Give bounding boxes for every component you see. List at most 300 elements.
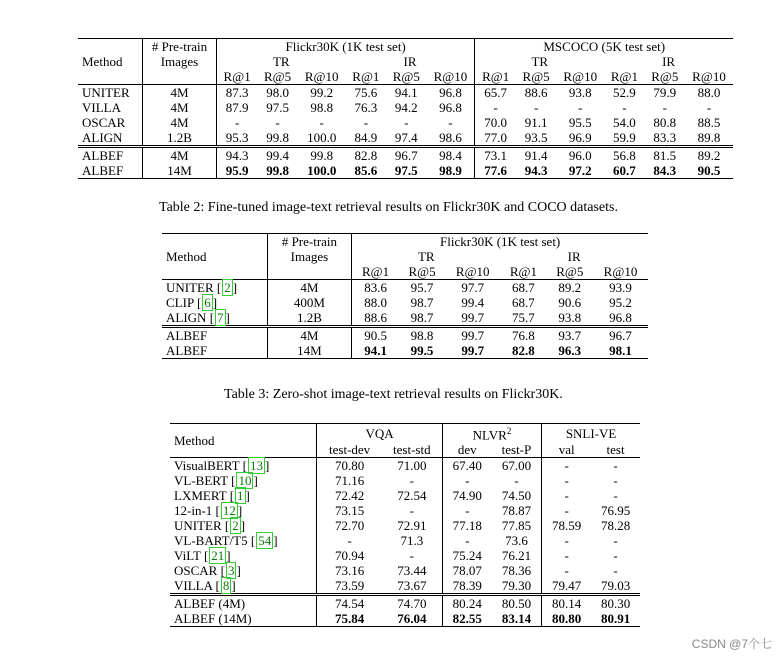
value-cell: 70.0 bbox=[484, 115, 508, 130]
value-cell: - bbox=[426, 115, 474, 130]
table-row bbox=[170, 578, 640, 595]
method-name: VILLA [ 8 ] bbox=[170, 578, 317, 595]
value-cell: 68.7 bbox=[512, 295, 535, 310]
value-cell: 91.4 bbox=[516, 147, 556, 164]
table-2 bbox=[78, 38, 733, 179]
citation-link[interactable]: 6 bbox=[204, 295, 211, 310]
value-cell: 99.4 bbox=[257, 147, 297, 164]
citation-link[interactable]: 2 bbox=[224, 280, 231, 295]
value-cell: - bbox=[234, 115, 240, 130]
header-coco-ir: IR bbox=[662, 54, 676, 69]
value-cell: - bbox=[564, 548, 569, 564]
value-cell: 78.36 bbox=[492, 563, 542, 578]
value-cell: 75.7 bbox=[512, 310, 535, 325]
method-label: LXMERT bbox=[174, 488, 227, 504]
value-cell: 94.2 bbox=[394, 100, 418, 115]
subheader: val bbox=[558, 442, 575, 458]
value-cell: 90.5 bbox=[685, 163, 733, 179]
value-cell: 71.00 bbox=[382, 458, 442, 474]
method-label: OSCAR bbox=[174, 563, 218, 579]
table-row bbox=[170, 611, 640, 627]
pretrain-images: 4M bbox=[143, 85, 217, 101]
value-cell: - bbox=[613, 473, 618, 489]
value-cell: - bbox=[613, 488, 618, 504]
header-flickr-ir: IR bbox=[346, 54, 475, 69]
method-label: OSCAR bbox=[82, 115, 126, 130]
value-cell: 99.8 bbox=[266, 130, 289, 145]
metric: R@10 bbox=[426, 69, 474, 85]
method-name: UNITER [ 2 ] bbox=[162, 280, 267, 296]
metric: R@1 bbox=[610, 69, 638, 84]
table-row bbox=[78, 163, 733, 179]
method-label: VL-BERT bbox=[174, 473, 228, 489]
value-cell: 95.3 bbox=[225, 130, 249, 145]
pretrain-images: 4M bbox=[267, 327, 352, 344]
value-cell: 89.8 bbox=[697, 130, 721, 145]
pretrain-images: 1.2B bbox=[143, 130, 217, 147]
header-flickr: Flickr30K (1K test set) bbox=[352, 234, 648, 250]
method-name bbox=[170, 611, 317, 627]
value-cell: 87.3 bbox=[216, 85, 257, 101]
value-cell: 78.87 bbox=[492, 503, 542, 518]
citation-link[interactable]: 7 bbox=[217, 310, 224, 325]
method-label: UNITER bbox=[166, 280, 214, 295]
value-cell: 72.70 bbox=[334, 518, 365, 534]
method-name: LXMERT [ 1 ] bbox=[170, 488, 317, 503]
table-row bbox=[170, 473, 640, 488]
method-name: VL-BART/T5 [ 54 ] bbox=[170, 533, 317, 548]
method-name bbox=[78, 147, 143, 164]
value-cell: 73.59 bbox=[334, 578, 365, 594]
value-cell: 93.8 bbox=[556, 85, 604, 101]
value-cell: 72.54 bbox=[382, 488, 442, 503]
value-cell: - bbox=[706, 100, 712, 115]
metric: R@10 bbox=[603, 264, 638, 279]
value-cell: 60.7 bbox=[604, 163, 644, 179]
value-cell: 52.9 bbox=[604, 85, 644, 101]
value-cell: 89.2 bbox=[547, 280, 593, 296]
value-cell: - bbox=[613, 563, 618, 579]
value-cell: 98.6 bbox=[426, 130, 474, 147]
method-label: ALBEF bbox=[82, 148, 124, 163]
value-cell: 81.5 bbox=[645, 147, 685, 164]
value-cell: - bbox=[578, 100, 583, 115]
pretrain-images: 4M bbox=[143, 147, 217, 164]
table-row bbox=[162, 327, 648, 344]
method-label: UNITER bbox=[174, 518, 222, 534]
method-name: OSCAR [ 3 ] bbox=[170, 563, 317, 578]
value-cell: - bbox=[492, 473, 542, 488]
value-cell: 97.5 bbox=[266, 100, 289, 115]
value-cell: 99.8 bbox=[257, 163, 297, 179]
value-cell: 80.30 bbox=[591, 595, 640, 612]
table-row bbox=[170, 548, 640, 563]
value-cell: 76.04 bbox=[382, 611, 442, 627]
value-cell: 96.8 bbox=[609, 310, 632, 325]
header-method: Method bbox=[170, 424, 317, 458]
table-row bbox=[78, 115, 733, 130]
value-cell: 99.7 bbox=[445, 343, 500, 359]
value-cell: - bbox=[564, 473, 569, 489]
value-cell: 80.14 bbox=[542, 595, 591, 612]
header-method: Method bbox=[78, 39, 143, 85]
value-cell: - bbox=[382, 548, 442, 563]
table-3 bbox=[162, 233, 648, 359]
method-name bbox=[78, 100, 143, 115]
metric: R@5 bbox=[392, 69, 420, 84]
pretrain-images: 4M bbox=[267, 280, 352, 296]
value-cell: 54.0 bbox=[613, 115, 636, 130]
value-cell: 68.7 bbox=[500, 280, 546, 296]
method-name: ALIGN [ 7 ] bbox=[162, 310, 267, 327]
value-cell: 71.16 bbox=[334, 473, 365, 489]
value-cell: 98.0 bbox=[257, 85, 297, 101]
value-cell: - bbox=[622, 100, 627, 115]
value-cell: 96.0 bbox=[556, 147, 604, 164]
table-row bbox=[162, 343, 648, 359]
method-name bbox=[78, 115, 143, 130]
value-cell: 73.6 bbox=[492, 533, 542, 548]
value-cell: 88.0 bbox=[685, 85, 733, 101]
header-snli: SNLI-VE bbox=[542, 424, 640, 443]
citation-link[interactable]: 21 bbox=[211, 548, 225, 564]
metric: R@10 bbox=[455, 264, 490, 279]
value-cell: 99.7 bbox=[461, 310, 485, 325]
pretrain-images: 4M bbox=[143, 115, 217, 130]
citation-link[interactable]: 2 bbox=[232, 518, 239, 534]
header-nlvr: NLVR$^2$ bbox=[442, 424, 541, 443]
method-label: UNITER bbox=[82, 85, 130, 100]
value-cell: 75.6 bbox=[346, 85, 386, 101]
method-name bbox=[78, 163, 143, 179]
value-cell: 97.2 bbox=[556, 163, 604, 179]
metric: R@5 bbox=[556, 264, 584, 279]
value-cell: 88.0 bbox=[364, 295, 387, 310]
value-cell: 97.4 bbox=[394, 130, 418, 145]
value-cell: 82.8 bbox=[346, 147, 386, 164]
value-cell: 83.14 bbox=[492, 611, 542, 627]
value-cell: 78.28 bbox=[600, 518, 631, 534]
metric: R@1 bbox=[482, 69, 510, 84]
citation-link[interactable]: 12 bbox=[222, 503, 236, 519]
value-cell: 65.7 bbox=[475, 85, 516, 101]
value-cell: 75.24 bbox=[452, 548, 482, 564]
value-cell: 82.55 bbox=[442, 611, 491, 627]
value-cell: 82.8 bbox=[500, 343, 546, 359]
value-cell: 99.4 bbox=[461, 295, 485, 310]
header-coco: MSCOCO (5K test set) bbox=[475, 39, 733, 55]
value-cell: 80.80 bbox=[542, 611, 591, 627]
value-cell: 80.8 bbox=[653, 115, 677, 130]
table-row bbox=[162, 295, 648, 310]
subheader: test-std bbox=[382, 442, 442, 458]
value-cell: 90.6 bbox=[558, 295, 582, 310]
value-cell: 76.8 bbox=[500, 327, 546, 344]
metric: R@5 bbox=[408, 264, 436, 279]
table-2-caption: Table 2: Fine-tuned image-text retrieval results on Flickr30K and COCO datasets. bbox=[159, 200, 618, 215]
value-cell: - bbox=[382, 473, 442, 488]
subheader: test bbox=[606, 442, 625, 458]
method-label: VL-BART/T5 bbox=[174, 533, 248, 549]
value-cell: 93.9 bbox=[593, 280, 648, 296]
value-cell: - bbox=[662, 100, 667, 115]
value-cell: - bbox=[275, 115, 280, 130]
value-cell: 77.85 bbox=[492, 518, 542, 533]
value-cell: 91.1 bbox=[524, 115, 548, 130]
subheader: test-dev bbox=[329, 442, 371, 458]
value-cell: 89.2 bbox=[685, 147, 733, 164]
value-cell: 88.5 bbox=[697, 115, 721, 130]
metric: R@10 bbox=[692, 69, 726, 84]
citation-link[interactable]: 10 bbox=[238, 473, 252, 489]
header-pretrain: # Pre-train Images bbox=[143, 39, 217, 70]
value-cell: 98.8 bbox=[399, 327, 445, 344]
metric: R@5 bbox=[651, 69, 679, 84]
value-cell: 73.16 bbox=[334, 563, 365, 579]
method-label: VisualBERT bbox=[174, 458, 240, 474]
method-name: UNITER [ 2 ] bbox=[170, 518, 317, 533]
value-cell: 56.8 bbox=[604, 147, 644, 164]
value-cell: 73.67 bbox=[382, 578, 442, 595]
table-row bbox=[170, 533, 640, 548]
method-label: ALBEF bbox=[82, 163, 124, 178]
method-name: ViLT [ 21 ] bbox=[170, 548, 317, 563]
value-cell: 73.15 bbox=[334, 503, 365, 519]
table-row bbox=[162, 310, 648, 327]
method-name: VL-BERT [ 10 ] bbox=[170, 473, 317, 488]
metric: R@5 bbox=[264, 69, 292, 84]
value-cell: 95.7 bbox=[399, 280, 445, 296]
table-row bbox=[162, 280, 648, 296]
citation-link[interactable]: 3 bbox=[227, 563, 235, 579]
method-label: ALBEF bbox=[166, 343, 208, 358]
value-cell: 77.6 bbox=[475, 163, 516, 179]
header-ir: IR bbox=[567, 249, 581, 264]
value-cell: 72.42 bbox=[334, 488, 365, 504]
value-cell: 95.2 bbox=[609, 295, 632, 310]
value-cell: 99.8 bbox=[298, 147, 346, 164]
value-cell: 74.90 bbox=[452, 488, 482, 504]
method-label: CLIP bbox=[166, 295, 194, 310]
metric: R@10 bbox=[563, 69, 598, 84]
value-cell: 79.47 bbox=[552, 578, 582, 594]
value-cell: - bbox=[465, 473, 470, 489]
citation-link[interactable]: 13 bbox=[249, 458, 263, 474]
value-cell: 67.40 bbox=[442, 458, 491, 474]
table-row bbox=[170, 488, 640, 503]
value-cell: 98.1 bbox=[593, 343, 648, 359]
value-cell: - bbox=[382, 503, 442, 518]
value-cell: - bbox=[591, 458, 640, 474]
method-label: ALBEF bbox=[166, 328, 208, 343]
value-cell: 88.6 bbox=[516, 85, 556, 101]
value-cell: 78.59 bbox=[552, 518, 582, 534]
method-name bbox=[170, 595, 317, 612]
header-coco-tr: TR bbox=[531, 54, 549, 69]
value-cell: - bbox=[493, 100, 498, 115]
value-cell: - bbox=[613, 548, 618, 564]
table-row bbox=[170, 458, 640, 474]
subheader: test-P bbox=[492, 442, 542, 458]
method-label: VILLA bbox=[82, 100, 121, 115]
value-cell: 95.9 bbox=[216, 163, 257, 179]
method-name: 12-in-1 [ 12 ] bbox=[170, 503, 317, 518]
method-label: ALIGN bbox=[166, 310, 207, 325]
value-cell: - bbox=[613, 533, 618, 549]
header-tr: TR bbox=[417, 249, 435, 264]
header-flickr-tr: TR bbox=[272, 54, 290, 69]
value-cell: 94.3 bbox=[516, 163, 556, 179]
value-cell: - bbox=[564, 503, 569, 519]
value-cell: 76.3 bbox=[354, 100, 378, 115]
value-cell: 93.7 bbox=[547, 327, 593, 344]
value-cell: 75.84 bbox=[317, 611, 382, 627]
table-4 bbox=[170, 423, 640, 627]
citation-link[interactable]: 1 bbox=[237, 488, 244, 504]
value-cell: 78.07 bbox=[452, 563, 482, 579]
table-row bbox=[170, 503, 640, 518]
value-cell: 96.7 bbox=[593, 327, 648, 344]
value-cell: 94.1 bbox=[386, 85, 426, 101]
value-cell: - bbox=[319, 115, 324, 130]
value-cell: - bbox=[363, 115, 369, 130]
method-name: CLIP [ 6 ] bbox=[162, 295, 267, 310]
value-cell: 76.21 bbox=[492, 548, 542, 563]
table-3-caption: Table 3: Zero-shot image-text retrieval results on Flickr30K. bbox=[224, 387, 563, 402]
table-row bbox=[78, 85, 733, 101]
value-cell: 90.5 bbox=[352, 327, 399, 344]
citation-link[interactable]: 54 bbox=[258, 533, 272, 549]
value-cell: 94.3 bbox=[216, 147, 257, 164]
value-cell: 84.9 bbox=[354, 130, 378, 145]
value-cell: 95.5 bbox=[568, 115, 592, 130]
value-cell: 74.70 bbox=[382, 595, 442, 612]
value-cell: 98.4 bbox=[426, 147, 474, 164]
value-cell: 73.44 bbox=[382, 563, 442, 578]
method-label: VILLA bbox=[174, 578, 213, 594]
citation-link[interactable]: 8 bbox=[222, 578, 230, 594]
value-cell: 98.9 bbox=[426, 163, 474, 179]
method-name bbox=[78, 85, 143, 101]
value-cell: 96.8 bbox=[426, 85, 474, 101]
value-cell: 70.94 bbox=[334, 548, 365, 564]
method-name: VisualBERT [ 13 ] bbox=[170, 458, 317, 474]
value-cell: 79.30 bbox=[492, 578, 542, 595]
value-cell: 97.5 bbox=[386, 163, 426, 179]
value-cell: - bbox=[564, 563, 569, 579]
value-cell: 67.00 bbox=[492, 458, 542, 474]
value-cell: 100.0 bbox=[298, 163, 346, 179]
value-cell: 73.1 bbox=[475, 147, 516, 164]
value-cell: 99.7 bbox=[445, 327, 500, 344]
metric: R@5 bbox=[522, 69, 550, 84]
pretrain-images: 14M bbox=[143, 163, 217, 179]
method-label: ALIGN bbox=[82, 130, 123, 145]
value-cell: 84.3 bbox=[645, 163, 685, 179]
pretrain-images: 1.2B bbox=[267, 310, 352, 327]
value-cell: 80.50 bbox=[492, 595, 542, 612]
value-cell: 74.54 bbox=[317, 595, 382, 612]
metric: R@1 bbox=[352, 69, 380, 84]
metric: R@1 bbox=[509, 264, 537, 279]
value-cell: 70.80 bbox=[317, 458, 382, 474]
value-cell: 96.3 bbox=[547, 343, 593, 359]
header-vqa: VQA bbox=[317, 424, 442, 443]
value-cell: - bbox=[404, 115, 409, 130]
value-cell: - bbox=[542, 458, 591, 474]
pretrain-images: 400M bbox=[267, 295, 352, 310]
header-pretrain: # Pre-train Images bbox=[267, 234, 352, 265]
value-cell: 78.39 bbox=[452, 578, 482, 594]
value-cell: 83.3 bbox=[653, 130, 677, 145]
metric: R@1 bbox=[362, 264, 390, 279]
value-cell: - bbox=[564, 533, 569, 549]
value-cell: 74.50 bbox=[492, 488, 542, 503]
value-cell: 93.5 bbox=[524, 130, 548, 145]
value-cell: 59.9 bbox=[613, 130, 636, 145]
value-cell: 100.0 bbox=[307, 130, 337, 145]
value-cell: 96.9 bbox=[568, 130, 592, 145]
value-cell: 85.6 bbox=[346, 163, 386, 179]
value-cell: 97.7 bbox=[445, 280, 500, 296]
header-method: Method bbox=[162, 234, 267, 280]
value-cell: - bbox=[465, 503, 470, 519]
method-label: 12-in-1 bbox=[174, 503, 213, 519]
value-cell: 96.7 bbox=[386, 147, 426, 164]
metric: R@10 bbox=[304, 69, 339, 84]
value-cell: 88.6 bbox=[364, 310, 387, 325]
value-cell: 77.0 bbox=[484, 130, 508, 145]
table-row bbox=[78, 130, 733, 147]
value-cell: 94.1 bbox=[352, 343, 399, 359]
method-label: ViLT bbox=[174, 548, 201, 564]
pretrain-images: 4M bbox=[143, 100, 217, 115]
value-cell: 98.8 bbox=[310, 100, 334, 115]
value-cell: 72.91 bbox=[382, 518, 442, 533]
value-cell: 71.3 bbox=[382, 533, 442, 548]
value-cell: 98.7 bbox=[410, 295, 434, 310]
value-cell: 76.95 bbox=[600, 503, 631, 519]
subheader: dev bbox=[457, 442, 477, 458]
value-cell: 87.9 bbox=[225, 100, 249, 115]
value-cell: - bbox=[347, 533, 352, 549]
value-cell: 80.91 bbox=[591, 611, 640, 627]
table-row bbox=[170, 595, 640, 612]
value-cell: 99.2 bbox=[298, 85, 346, 101]
value-cell: 77.18 bbox=[452, 518, 482, 534]
method-name bbox=[162, 327, 267, 344]
value-cell: - bbox=[465, 533, 470, 549]
table-row bbox=[170, 563, 640, 578]
value-cell: 79.9 bbox=[645, 85, 685, 101]
metric: R@1 bbox=[223, 69, 251, 84]
nlvr-superscript: 2 bbox=[506, 426, 512, 436]
table-row bbox=[170, 518, 640, 533]
method-label: ALBEF (4M) bbox=[174, 596, 246, 612]
method-name bbox=[78, 130, 143, 147]
value-cell: 83.6 bbox=[352, 280, 399, 296]
watermark: CSDN @7个七 bbox=[691, 637, 772, 651]
value-cell: - bbox=[533, 100, 539, 115]
method-label: ALBEF (14M) bbox=[174, 611, 252, 627]
value-cell: 98.7 bbox=[410, 310, 434, 325]
table-row bbox=[78, 147, 733, 164]
value-cell: - bbox=[564, 488, 569, 504]
value-cell: 80.24 bbox=[442, 595, 491, 612]
table-row bbox=[78, 100, 733, 115]
pretrain-images: 14M bbox=[267, 343, 352, 359]
header-flickr: Flickr30K (1K test set) bbox=[216, 39, 475, 55]
